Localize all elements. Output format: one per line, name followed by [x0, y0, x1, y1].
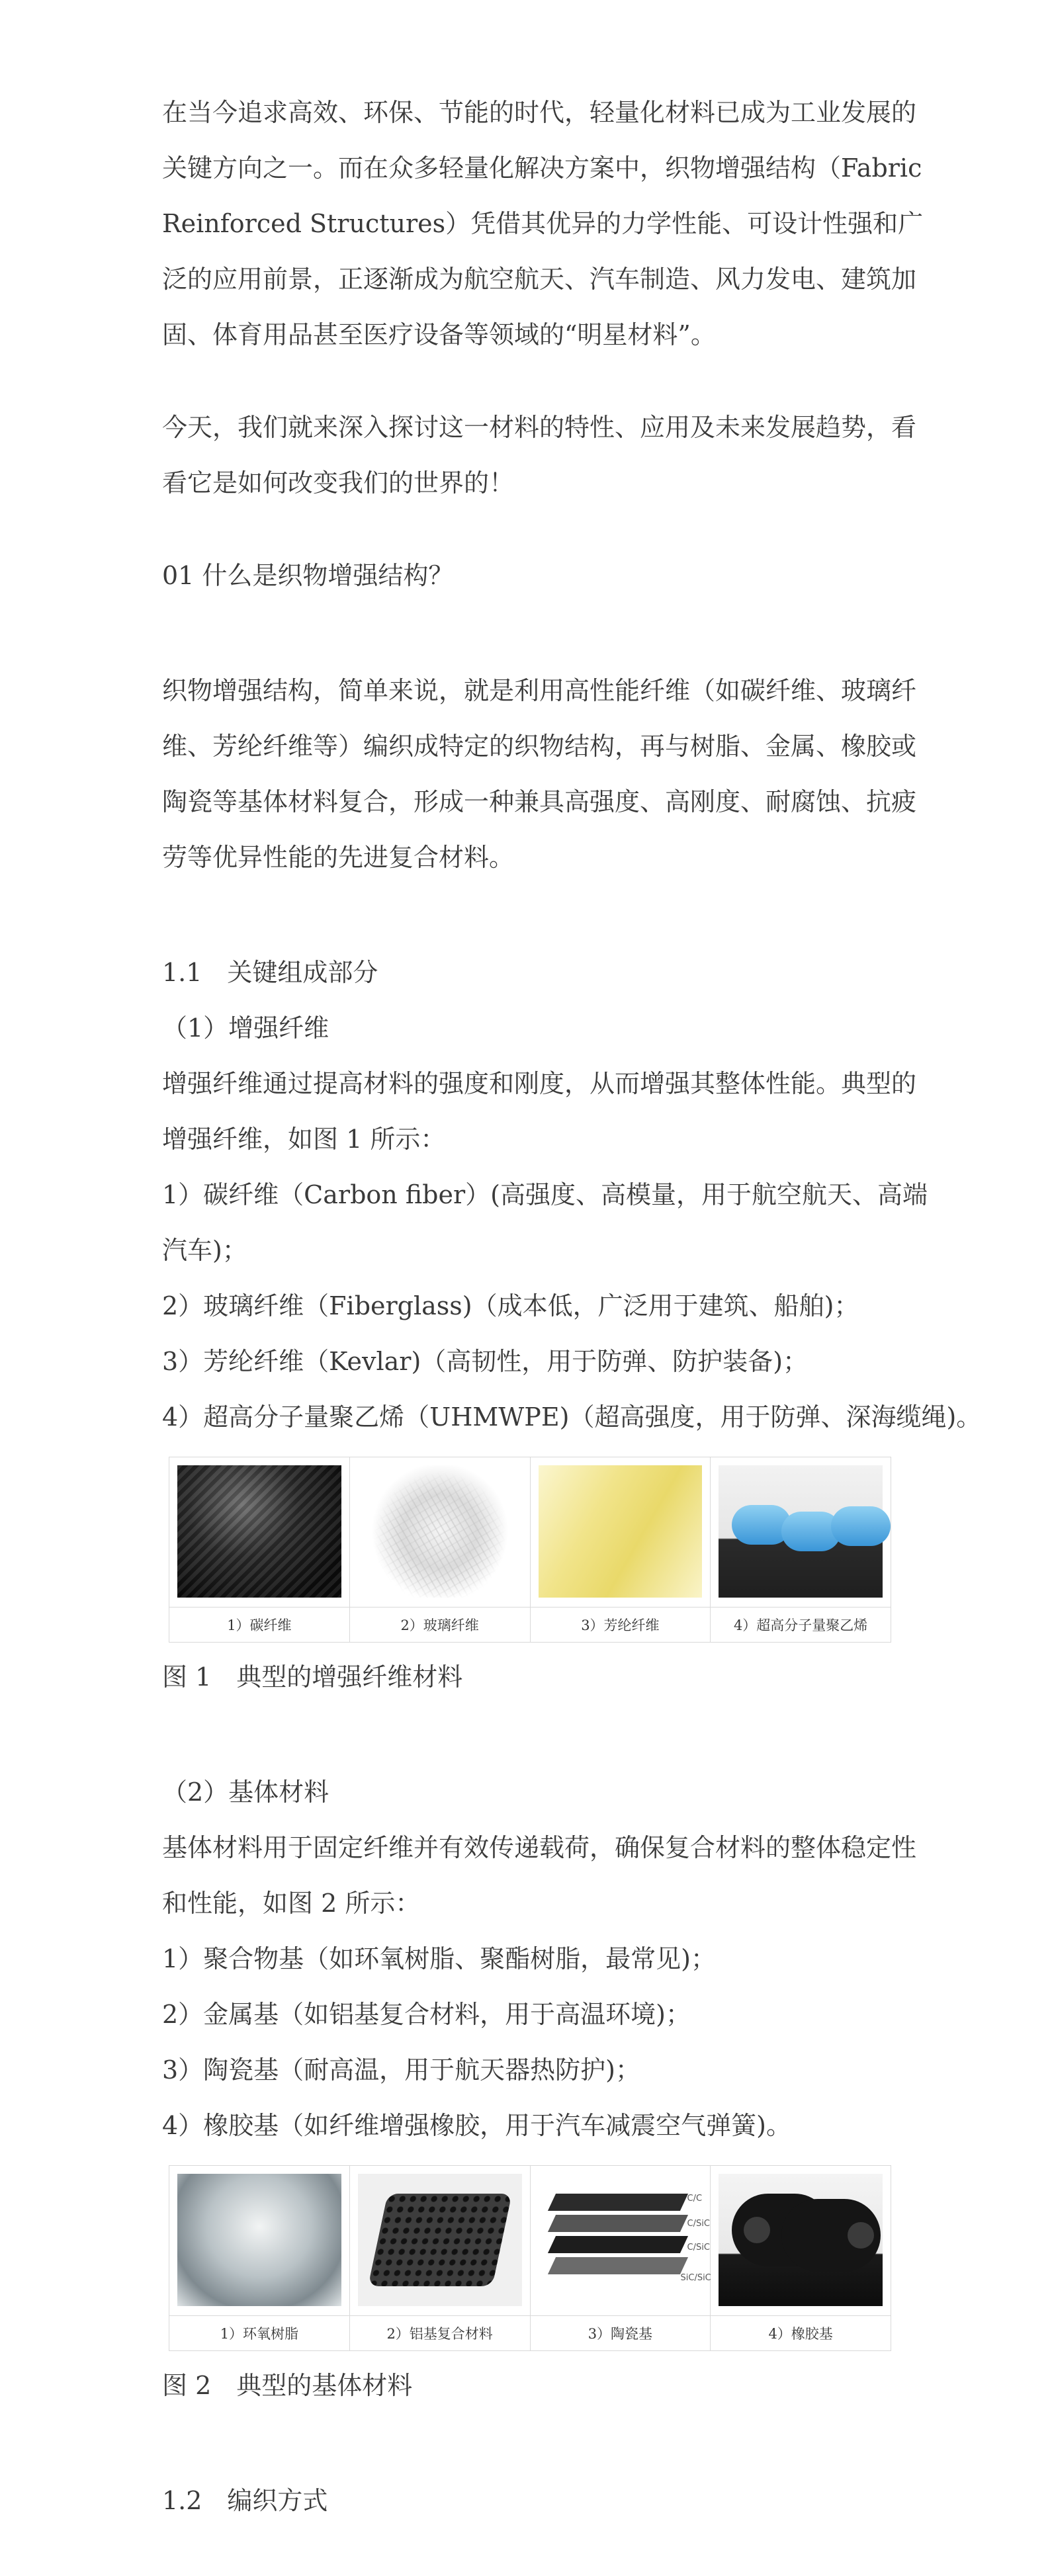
figure-caption: 4）橡胶基	[711, 2315, 891, 2350]
layer-label: C/SiC	[687, 2219, 710, 2229]
subheading-matrix-material: （2）基体材料	[162, 1778, 329, 1807]
fiber-intro-paragraph	[162, 1056, 917, 1167]
text-line: 陶瓷等基体材料复合，形成一种兼具高强度、高刚度、耐腐蚀、抗疲	[162, 787, 917, 816]
list-item: 3）芳纶纤维（Kevlar)（高韧性，用于防弹、防护装备)；	[162, 1347, 809, 1376]
text-line: 增强纤维通过提高材料的强度和刚度，从而增强其整体性能。典型的	[162, 1069, 917, 1098]
text-line: 维、芳纶纤维等）编织成特定的织物结构，再与树脂、金属、橡胶或	[162, 732, 917, 761]
text-line: 固、体育用品甚至医疗设备等领域的“明星材料”。	[162, 320, 716, 349]
layer-label: SiC/SiC	[680, 2273, 711, 2283]
figure-1-grid	[169, 1457, 891, 1643]
list-item: 1）聚合物基（如环氧树脂、聚酯树脂，最常见)；	[162, 1944, 717, 1973]
figure-cell	[350, 2166, 531, 2350]
text-line: 在当今追求高效、环保、节能的时代，轻量化材料已成为工业发展的	[162, 98, 917, 127]
figure-cell	[350, 1457, 531, 1642]
matrix-list	[162, 1931, 900, 2153]
figure-cell	[169, 2166, 350, 2350]
epoxy-resin-image	[177, 2174, 341, 2306]
text-line: 劳等优异性能的先进复合材料。	[162, 843, 515, 872]
figure-caption: 2）铝基复合材料	[350, 2315, 530, 2350]
figure-cell	[169, 1457, 350, 1642]
article-body	[162, 85, 982, 2528]
figure-caption: 1）环氧树脂	[169, 2315, 349, 2350]
list-item: 4）橡胶基（如纤维增强橡胶，用于汽车减震空气弹簧)。	[162, 2111, 792, 2140]
fiber-list	[162, 1167, 982, 1445]
text-line: 关键方向之一。而在众多轻量化解决方案中，织物增强结构（Fabric	[162, 153, 922, 183]
list-item: 4）超高分子量聚乙烯（UHMWPE)（超高强度，用于防弹、深海缆绳)。	[162, 1402, 982, 1432]
text-line: 泛的应用前景，正逐渐成为航空航天、汽车制造、风力发电、建筑加	[162, 265, 917, 294]
list-item: 3）陶瓷基（耐高温，用于航天器热防护)；	[162, 2055, 641, 2084]
figure-cell	[711, 2166, 891, 2350]
figure-caption: 3）陶瓷基	[531, 2315, 711, 2350]
rubber-matrix-image	[719, 2174, 883, 2306]
figure-caption: 2）玻璃纤维	[350, 1607, 530, 1642]
carbon-fiber-image	[177, 1465, 341, 1598]
text-line: 今天，我们就来深入探讨这一材料的特性、应用及未来发展趋势，看	[162, 413, 917, 442]
text-line: 增强纤维，如图 1 所示：	[162, 1125, 446, 1154]
figure-2-grid	[169, 2165, 891, 2351]
text-line: 基体材料用于固定纤维并有效传递载荷，确保复合材料的整体稳定性	[162, 1833, 917, 1862]
section-heading-1-1: 1.1 关键组成部分	[162, 958, 378, 987]
matrix-intro-paragraph	[162, 1820, 917, 1931]
figure-caption: 1）碳纤维	[169, 1607, 349, 1642]
intro-paragraph-2	[162, 400, 917, 511]
list-item: 1）碳纤维（Carbon fiber）(高强度、高模量，用于航空航天、高端	[162, 1180, 928, 1209]
intro-paragraph-1	[162, 85, 924, 363]
figure-cell	[531, 1457, 711, 1642]
list-item: 汽车)；	[162, 1236, 247, 1265]
text-line: Reinforced Structures）凭借其优异的力学性能、可设计性强和广	[162, 209, 924, 238]
uhmwpe-image	[719, 1465, 883, 1598]
section-01-paragraph	[162, 663, 917, 885]
text-line: 织物增强结构，简单来说，就是利用高性能纤维（如碳纤维、玻璃纤	[162, 676, 917, 705]
figure-caption: 3）芳纶纤维	[531, 1607, 711, 1642]
figure-cell	[531, 2166, 711, 2350]
layer-label: C/SiC	[687, 2243, 710, 2253]
text-line: 和性能，如图 2 所示：	[162, 1889, 421, 1918]
aluminum-matrix-image	[358, 2174, 522, 2306]
figure-caption: 4）超高分子量聚乙烯	[711, 1607, 891, 1642]
layer-label: C/C	[687, 2194, 703, 2204]
glass-fiber-image	[358, 1465, 522, 1598]
text-line: 看它是如何改变我们的世界的！	[162, 468, 515, 497]
figure-cell	[711, 1457, 891, 1642]
section-heading-01: 01 什么是织物增强结构？	[162, 561, 454, 590]
figure-1-title: 图 1 典型的增强纤维材料	[162, 1662, 463, 1692]
subheading-reinforcing-fiber: （1）增强纤维	[162, 1013, 329, 1043]
section-heading-1-2: 1.2 编织方式	[162, 2486, 328, 2515]
ceramic-matrix-image	[539, 2174, 711, 2306]
aramid-fiber-image	[539, 1465, 703, 1598]
figure-2-title: 图 2 典型的基体材料	[162, 2371, 413, 2400]
list-item: 2）玻璃纤维（Fiberglass)（成本低，广泛用于建筑、船舶)；	[162, 1291, 859, 1320]
list-item: 2）金属基（如铝基复合材料，用于高温环境)；	[162, 2000, 691, 2029]
